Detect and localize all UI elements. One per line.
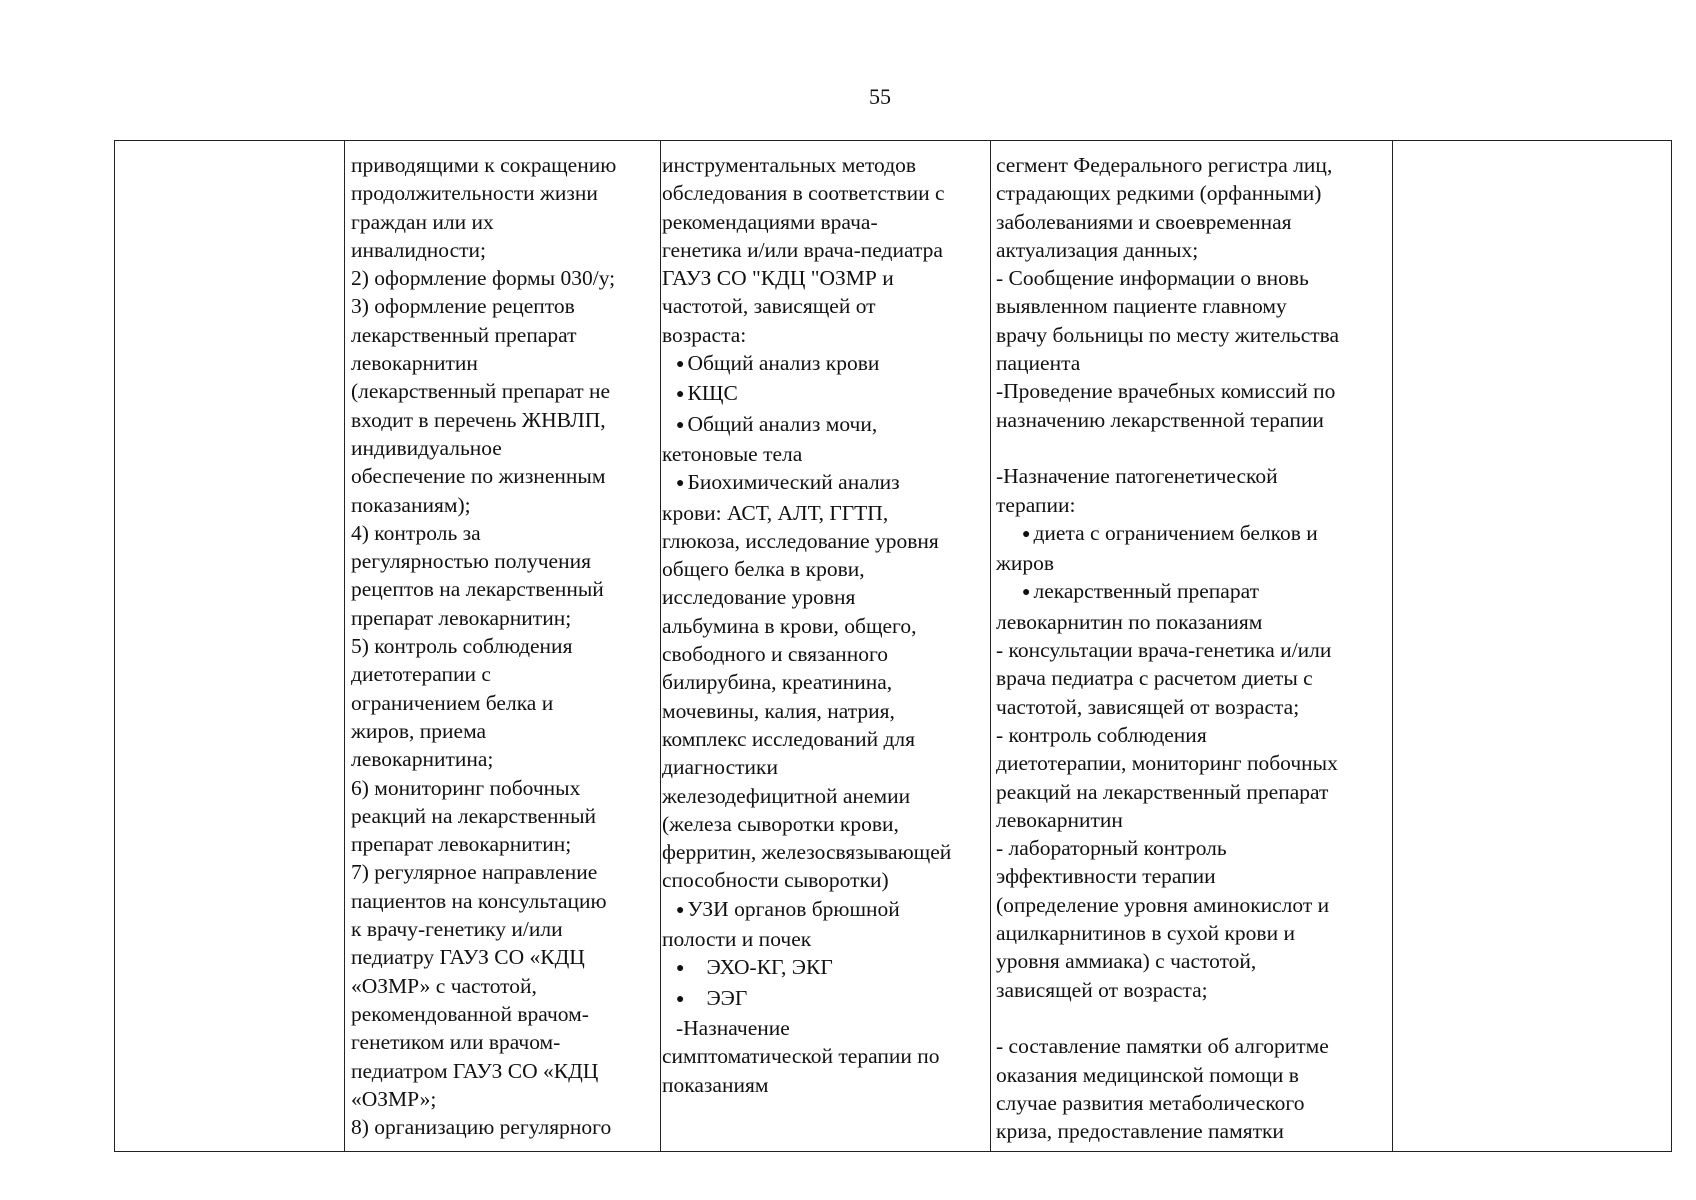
- text-line: показаниям: [662, 1072, 769, 1097]
- text-line: способности сыворотки): [662, 868, 889, 893]
- text-line: криза, предоставление памятки: [996, 1119, 1284, 1144]
- text-line: общего белка в крови,: [662, 557, 865, 582]
- bullet-item: [662, 953, 988, 983]
- text-line: приводящими к сокращению: [351, 153, 617, 177]
- bullet-item: [662, 379, 988, 409]
- text-line: педиатру ГАУЗ СО «КДЦ: [351, 945, 585, 970]
- text-line: генетика и/или врача-педиатра: [662, 237, 943, 262]
- spacer: [996, 434, 1388, 462]
- document-table: [114, 140, 1672, 1152]
- text-line: врачу больницы по месту жительства: [996, 322, 1340, 347]
- text-line: диетотерапии с: [351, 662, 491, 687]
- bullet-icon: ●: [1022, 526, 1031, 542]
- text-line: диетотерапии, мониторинг побочных: [996, 751, 1338, 776]
- text-line: зависящей от возраста;: [996, 977, 1208, 1002]
- bullet-text: ЭХО-КГ, ЭКГ: [706, 955, 833, 980]
- text-line: левокарнитин: [351, 351, 478, 376]
- text-line: возраста:: [662, 322, 747, 347]
- text-line: железодефицитной анемии: [662, 783, 911, 808]
- text-line: левокарнитина;: [351, 747, 494, 772]
- text-line: -Назначение патогенетической: [996, 464, 1278, 489]
- text-line: актуализация данных;: [996, 237, 1199, 262]
- text-line: левокарнитин по показаниям: [996, 609, 1263, 634]
- text-line: ГАУЗ СО "КДЦ "ОЗМР и: [662, 266, 894, 291]
- bullet-item: [662, 349, 988, 379]
- text-line: реакций на лекарственный: [351, 803, 597, 828]
- text-line: врача педиатра с расчетом диеты с: [996, 666, 1313, 691]
- bullet-text: ЭЭГ: [706, 985, 748, 1010]
- table-cell-col5: [1393, 141, 1671, 1151]
- text-line: инструментальных методов: [662, 153, 917, 177]
- text-line: - лабораторный контроль: [996, 836, 1227, 861]
- text-line: препарат левокарнитин;: [351, 605, 572, 630]
- text-line: лекарственный препарат: [351, 322, 577, 347]
- text-line: генетиком или врачом-: [351, 1030, 561, 1055]
- bullet-item: [662, 468, 988, 498]
- text-line: свободного и связанного: [662, 642, 888, 667]
- text-line: пациентов на консультацию: [351, 888, 607, 913]
- text-line: регулярностью получения: [351, 549, 591, 574]
- text-line: 4) контроль за: [351, 520, 481, 545]
- text-line: препарат левокарнитин;: [351, 832, 572, 857]
- text-line: пациента: [996, 351, 1081, 376]
- bullet-text: КЩС: [687, 381, 738, 406]
- text-line: оказания медицинской помощи в: [996, 1062, 1299, 1087]
- text-line: левокарнитин: [996, 807, 1123, 832]
- text-line: частотой, зависящей от возраста;: [996, 694, 1300, 719]
- table-cell-col2: [345, 141, 661, 1151]
- table-cell-col4: [991, 141, 1393, 1151]
- bullet-text: Общий анализ крови: [687, 351, 880, 376]
- bullet-item: [662, 984, 988, 1014]
- bullet-text: диета с ограничением белков и: [1033, 520, 1318, 545]
- text-line: диагностики: [662, 755, 778, 780]
- text-line: 7) регулярное направление: [351, 860, 598, 885]
- text-line: сегмент Федерального регистра лиц,: [996, 153, 1333, 177]
- bullet-text: Биохимический анализ: [687, 470, 900, 495]
- text-line: полости и почек: [662, 927, 812, 952]
- text-line: кетоновые тела: [662, 441, 803, 466]
- text-line: симптоматической терапии по: [662, 1044, 940, 1069]
- text-line: реакций на лекарственный препарат: [996, 779, 1329, 804]
- text-line: уровня аммиака) с частотой,: [996, 949, 1257, 974]
- bullet-item: [662, 895, 988, 925]
- text-line: инвалидности;: [351, 237, 486, 262]
- text-line: назначению лекарственной терапии: [996, 407, 1324, 432]
- text-line: - Сообщение информации о вновь: [996, 266, 1309, 291]
- text-line: страдающих редкими (орфанными): [996, 181, 1322, 206]
- bullet-icon: ●: [1022, 585, 1031, 601]
- text-line: рекомендованной врачом-: [351, 1001, 589, 1026]
- text-line: ацилкарнитинов в сухой крови и: [996, 921, 1295, 946]
- bullet-text: Общий анализ мочи,: [687, 411, 878, 436]
- text-line: 2) оформление формы 030/у;: [351, 266, 616, 291]
- text-line: 3) оформление рецептов: [351, 294, 575, 319]
- text-line: частотой, зависящей от: [662, 294, 876, 319]
- text-line: жиров: [996, 551, 1055, 576]
- text-line: -Проведение врачебных комиссий по: [996, 379, 1336, 404]
- bullet-text: лекарственный препарат: [1033, 579, 1259, 604]
- text-line: - составление памятки об алгоритме: [996, 1034, 1329, 1059]
- text-line: «ОЗМР»;: [351, 1086, 437, 1111]
- text-line: эффективности терапии: [996, 864, 1216, 889]
- text-line: продолжительности жизни: [351, 181, 598, 206]
- text-line: рекомендациями врача-: [662, 209, 878, 234]
- bullet-text: УЗИ органов брюшной: [687, 896, 900, 921]
- text-line: ферритин, железосвязывающей: [662, 840, 952, 865]
- text-line: (железа сыворотки крови,: [662, 811, 899, 836]
- table-cell-col3: [661, 141, 991, 1151]
- text-line: -Назначение: [676, 1015, 790, 1040]
- text-line: педиатром ГАУЗ СО «КДЦ: [351, 1058, 599, 1083]
- text-line: (определение уровня аминокислот и: [996, 892, 1330, 917]
- text-line: обследования в соответствии с: [662, 181, 945, 206]
- text-line: - контроль соблюдения: [996, 722, 1207, 747]
- text-line: исследование уровня: [662, 585, 856, 610]
- text-line: граждан или их: [351, 209, 494, 234]
- bullet-item: [662, 410, 988, 440]
- text-line: глюкоза, исследование уровня: [662, 528, 939, 553]
- text-line: ограничением белка и: [351, 690, 554, 715]
- text-line: крови: АСТ, АЛТ, ГГТП,: [662, 500, 889, 525]
- text-line: входит в перечень ЖНВЛП,: [351, 407, 606, 432]
- text-line: 6) мониторинг побочных: [351, 775, 581, 800]
- text-line: к врачу-генетику и/или: [351, 917, 563, 942]
- text-line: (лекарственный препарат не: [351, 379, 611, 404]
- text-line: жиров, приема: [351, 718, 487, 743]
- bullet-icon: ●: [676, 902, 685, 918]
- bullet-item: [996, 577, 1388, 607]
- bullet-icon: ●: [676, 417, 685, 433]
- text-line: рецептов на лекарственный: [351, 577, 604, 602]
- text-line: индивидуальное: [351, 435, 502, 460]
- text-line: случае развития метаболического: [996, 1090, 1305, 1115]
- spacer: [996, 1004, 1388, 1032]
- text-line: 8) организацию регулярного: [351, 1115, 612, 1140]
- text-line: «ОЗМР» с частотой,: [351, 973, 537, 998]
- bullet-icon: ●: [676, 961, 685, 977]
- text-line: терапии:: [996, 492, 1076, 517]
- text-line: комплекс исследований для: [662, 726, 916, 751]
- bullet-icon: ●: [676, 387, 685, 403]
- bullet-icon: ●: [676, 991, 685, 1007]
- bullet-item: [996, 519, 1388, 549]
- text-line: - консультации врача-генетика и/или: [996, 638, 1332, 663]
- text-line: обеспечение по жизненным: [351, 464, 606, 489]
- text-line: билирубина, креатинина,: [662, 670, 893, 695]
- bullet-icon: ●: [676, 476, 685, 492]
- table-cell-col1: [115, 141, 345, 1151]
- page-number: 55: [869, 84, 891, 109]
- text-line: 5) контроль соблюдения: [351, 634, 573, 659]
- text-line: мочевины, калия, натрия,: [662, 698, 895, 723]
- text-line: показаниям);: [351, 492, 471, 517]
- text-line: альбумина в крови, общего,: [662, 613, 917, 638]
- text-line: выявленном пациенте главному: [996, 294, 1287, 319]
- text-line: заболеваниями и своевременная: [996, 209, 1292, 234]
- bullet-icon: ●: [676, 357, 685, 373]
